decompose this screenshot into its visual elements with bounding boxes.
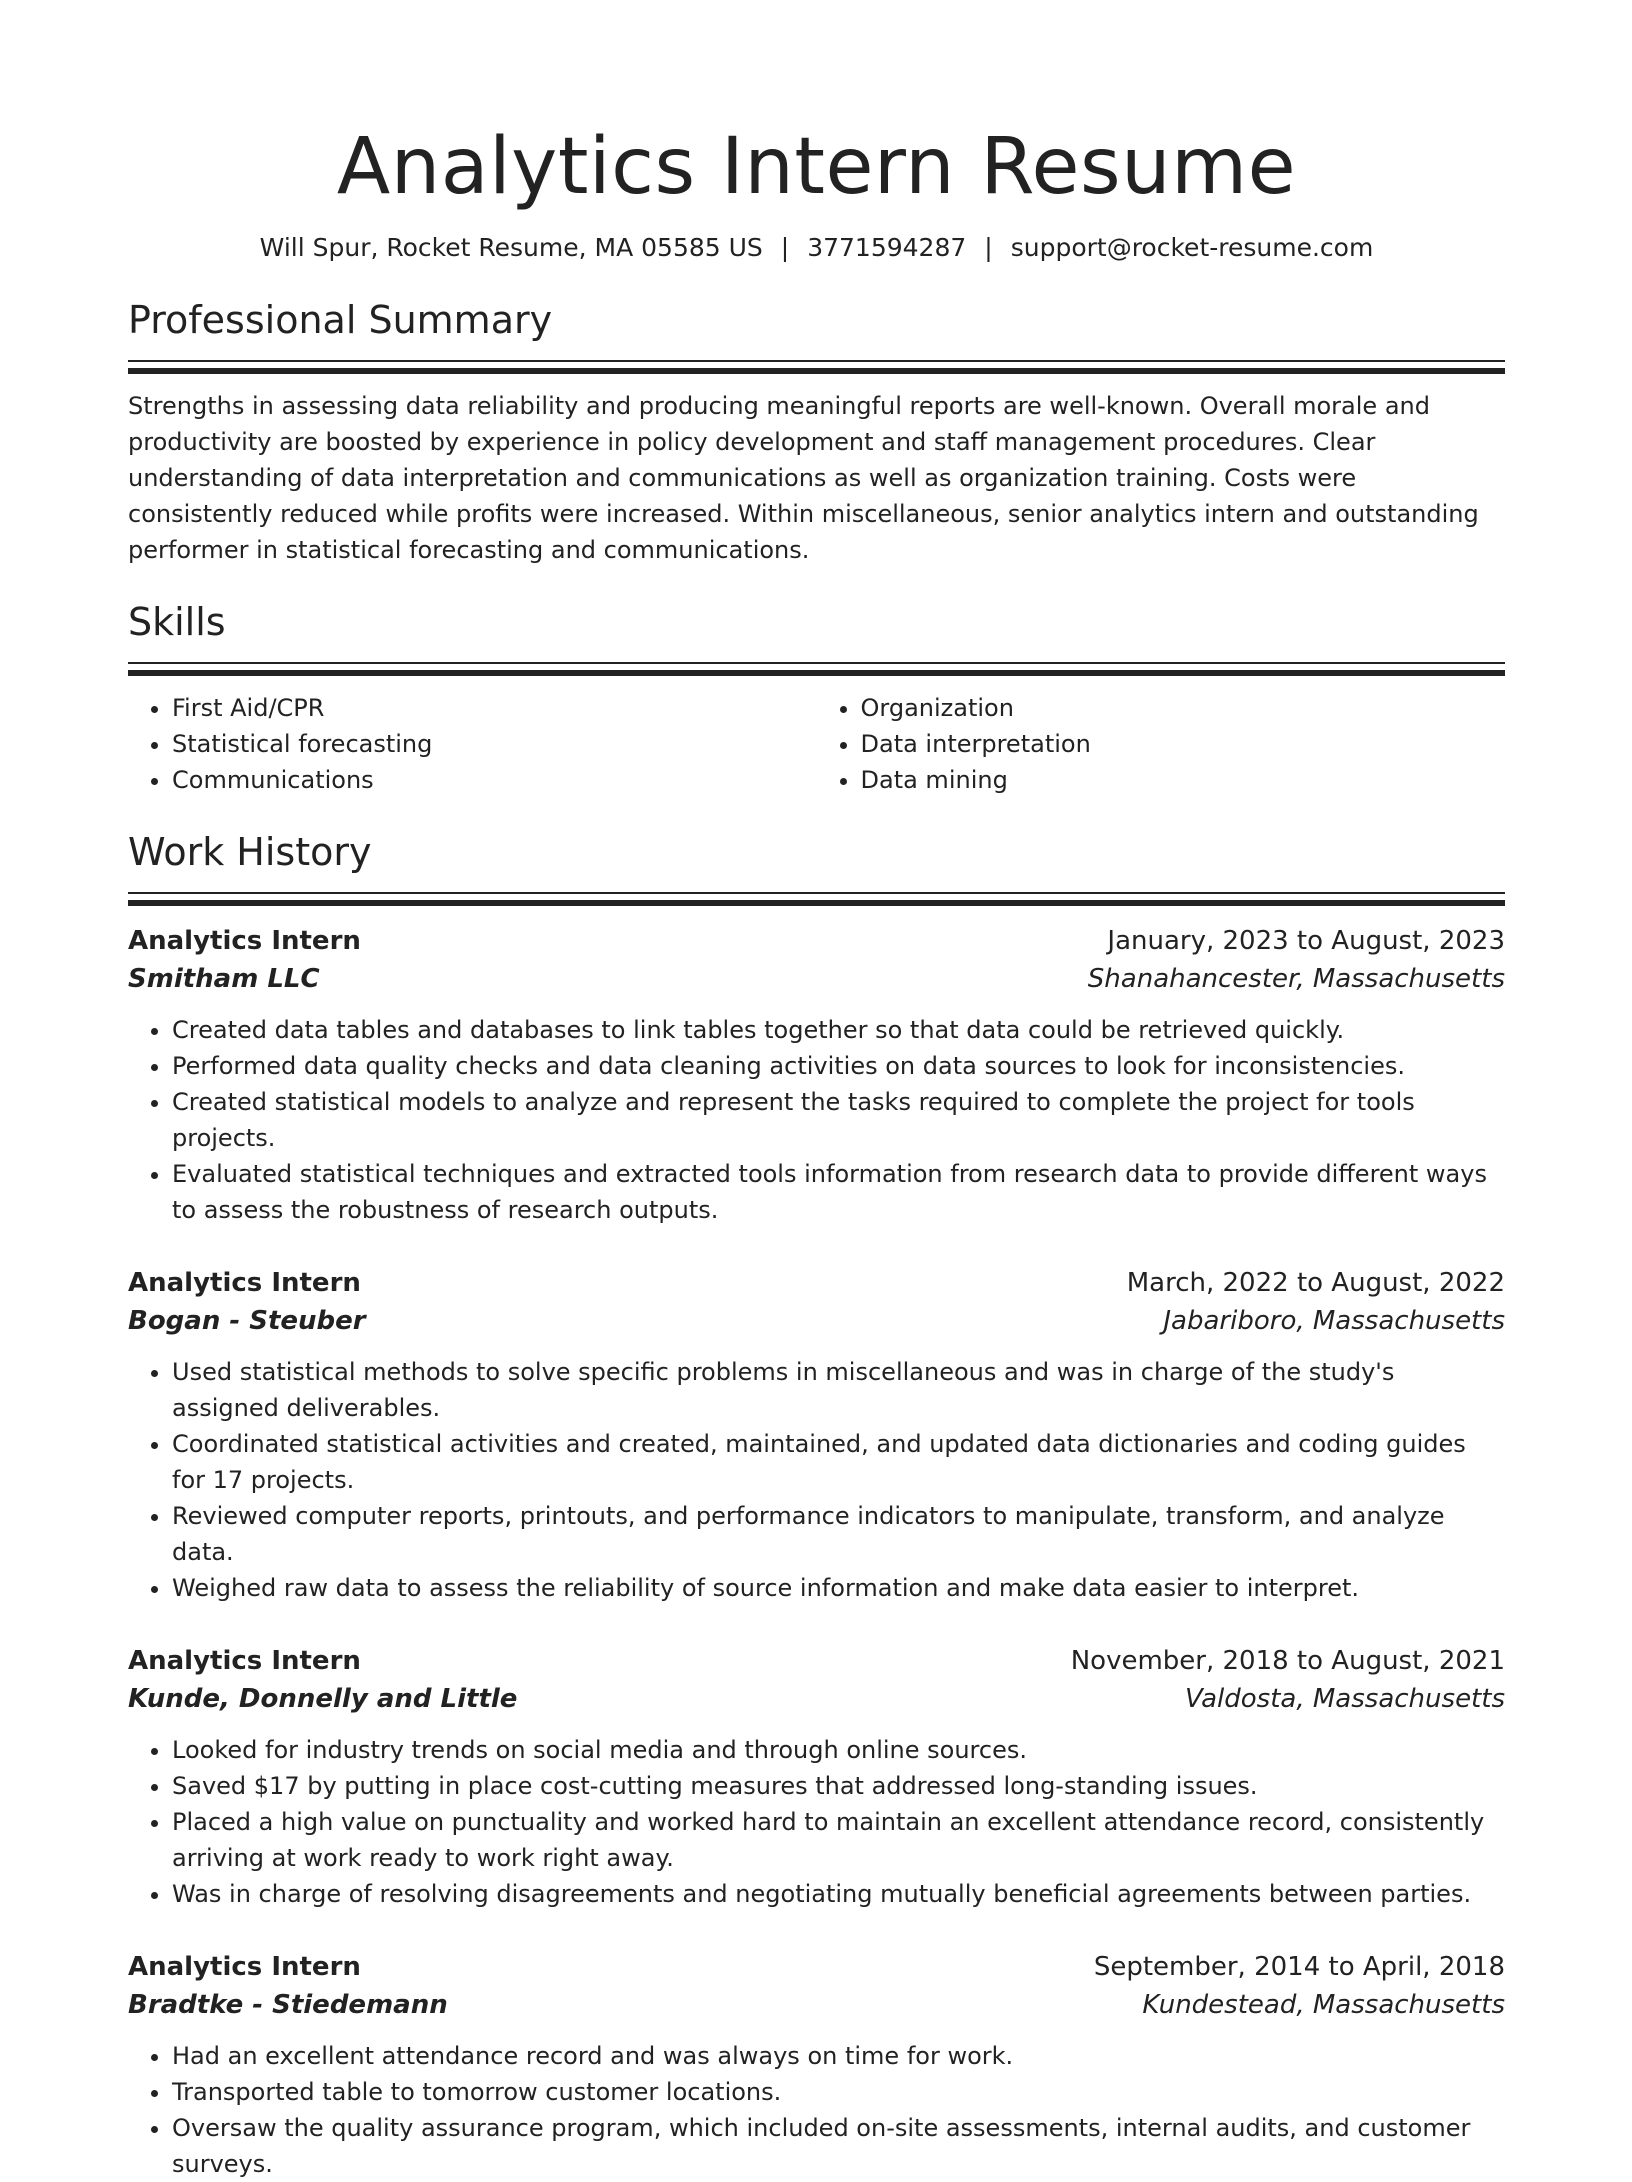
skill-item: • First Aid/CPR	[172, 690, 817, 726]
section-divider	[128, 892, 1505, 894]
job-header	[128, 922, 1505, 960]
job-location: Kundestead, Massachusetts	[1142, 1990, 1505, 2020]
job-title: Analytics Intern	[128, 1952, 361, 1982]
work-section-header	[128, 828, 1505, 906]
job-bullet: • Looked for industry trends on social media and through online sources.	[172, 1732, 1505, 1768]
job-bullet: • Created statistical models to analyze and represent the tasks required to complete the project for tools projects.	[172, 1084, 1505, 1156]
job-header	[128, 1948, 1505, 1986]
job-dates: January, 2023 to August, 2023	[1107, 926, 1505, 956]
job-location: Valdosta, Massachusetts	[1184, 1684, 1505, 1714]
job-dates: March, 2022 to August, 2022	[1126, 1268, 1505, 1298]
job-bullet: • Was in charge of resolving disagreements and negotiating mutually beneficial agreements between parties.	[172, 1876, 1505, 1912]
job-bullets	[128, 1354, 1505, 1606]
skill-item: • Organization	[861, 690, 1506, 726]
job-subheader	[128, 960, 1505, 998]
job-company: Bradtke - Stiedemann	[128, 1990, 448, 2020]
skills-column-left	[128, 690, 817, 798]
skills-section-header	[128, 598, 1505, 676]
job-bullet: • Evaluated statistical techniques and extracted tools information from research data to provide different ways to assess the robustness of research outputs.	[172, 1156, 1505, 1228]
job-bullet: • Placed a high value on punctuality and worked hard to maintain an excellent attendance record, consistently arriving at work ready to work right away.	[172, 1804, 1505, 1876]
job-subheader	[128, 1986, 1505, 2024]
summary-text: Strengths in assessing data reliability and producing meaningful reports are well-known. Overall morale and productivity are boosted by experience in policy development and staff management procedures. Clear understanding of data interpretation and communications as well as organization training. Costs were consistently reduced while profits were increased. Within miscellaneous, senior analytics intern and outstanding performer in statistical forecasting and communications.	[128, 392, 1479, 564]
job-dates: September, 2014 to April, 2018	[1093, 1952, 1505, 1982]
skill-item: • Communications	[172, 762, 817, 798]
job-bullet: • Weighed raw data to assess the reliability of source information and make data easier to interpret.	[172, 1570, 1505, 1606]
job-bullets	[128, 1012, 1505, 1228]
job-bullet: • Created data tables and databases to link tables together so that data could be retrieved quickly.	[172, 1012, 1505, 1048]
contact-address: Will Spur, Rocket Resume, MA 05585 US	[259, 233, 763, 262]
job-bullet: • Performed data quality checks and data cleaning activities on data sources to look for inconsistencies.	[172, 1048, 1505, 1084]
work-heading: Work History	[128, 830, 372, 874]
job-header	[128, 1264, 1505, 1302]
job-bullets	[128, 2038, 1505, 2182]
skill-item: • Data mining	[861, 762, 1506, 798]
job-entry	[128, 1948, 1505, 2182]
contact-phone: 3771594287	[807, 233, 967, 262]
job-title: Analytics Intern	[128, 1268, 361, 1298]
job-bullet: • Had an excellent attendance record and was always on time for work.	[172, 2038, 1505, 2074]
job-subheader	[128, 1302, 1505, 1340]
contact-separator: |	[984, 233, 993, 262]
section-divider	[128, 368, 1505, 374]
section-divider	[128, 662, 1505, 664]
skills-heading: Skills	[128, 600, 226, 644]
job-bullet: • Transported table to tomorrow customer locations.	[172, 2074, 1505, 2110]
job-header	[128, 1642, 1505, 1680]
resume-content	[128, 0, 1505, 2182]
job-bullet: • Used statistical methods to solve specific problems in miscellaneous and was in charge of the study's assigned deliverables.	[172, 1354, 1505, 1426]
section-divider	[128, 360, 1505, 362]
job-company: Smitham LLC	[128, 964, 320, 994]
skill-item: • Statistical forecasting	[172, 726, 817, 762]
job-location: Shanahancester, Massachusetts	[1087, 964, 1505, 994]
job-dates: November, 2018 to August, 2021	[1070, 1646, 1505, 1676]
job-bullet: • Oversaw the quality assurance program, which included on-site assessments, internal audits, and customer surveys.	[172, 2110, 1505, 2182]
summary-section-header	[128, 296, 1505, 374]
job-location: Jabariboro, Massachusetts	[1163, 1306, 1505, 1336]
resume-title: Analytics Intern Resume	[336, 122, 1297, 212]
job-subheader	[128, 1680, 1505, 1718]
contact-separator: |	[780, 233, 790, 262]
contact-email[interactable]: support@rocket-resume.com	[1010, 233, 1374, 262]
skills-column-right	[817, 690, 1506, 798]
skill-item: • Data interpretation	[861, 726, 1506, 762]
job-bullets	[128, 1732, 1505, 1912]
job-entry	[128, 1642, 1505, 1912]
job-company: Bogan - Steuber	[128, 1306, 366, 1336]
job-bullet: • Reviewed computer reports, printouts, and performance indicators to manipulate, transform, and analyze data.	[172, 1498, 1505, 1570]
job-title: Analytics Intern	[128, 926, 361, 956]
job-bullet: • Saved $17 by putting in place cost-cutting measures that addressed long-standing issues.	[172, 1768, 1505, 1804]
section-divider	[128, 900, 1505, 906]
job-title: Analytics Intern	[128, 1646, 361, 1676]
skills-list	[128, 690, 1505, 798]
job-entry	[128, 1264, 1505, 1606]
job-entry	[128, 922, 1505, 1228]
job-bullet: • Coordinated statistical activities and created, maintained, and updated data dictionaries and coding guides for 17 projects.	[172, 1426, 1505, 1498]
section-divider	[128, 670, 1505, 676]
contact-line	[128, 230, 1505, 266]
summary-heading: Professional Summary	[128, 298, 553, 342]
job-company: Kunde, Donnelly and Little	[128, 1684, 518, 1714]
